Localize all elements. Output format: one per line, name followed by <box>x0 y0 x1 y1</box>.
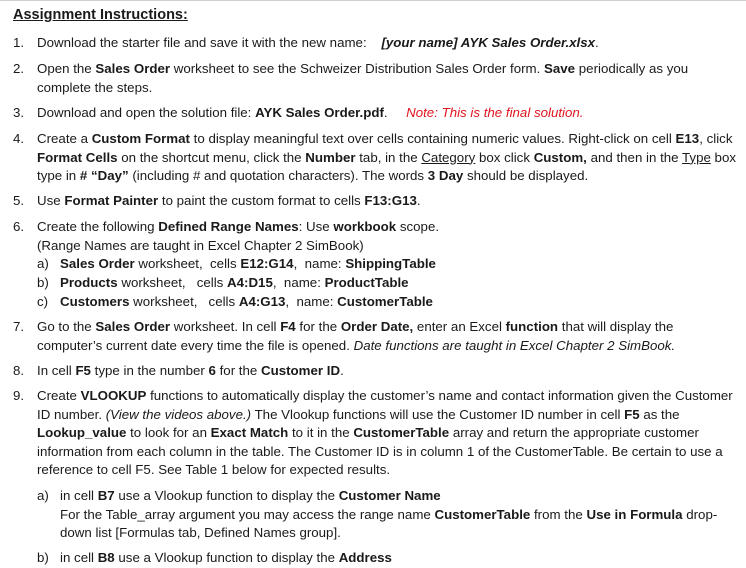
item-number: 5. <box>13 193 25 208</box>
item-number: 8. <box>13 363 25 378</box>
sub-label: c) <box>37 294 49 309</box>
item-number: 1. <box>13 35 25 50</box>
sub-text: Sales Order worksheet, cells E12:G14, name: ShippingTable <box>60 256 436 271</box>
item-text: Create VLOOKUP functions to automatically display the customer’s name and contact information given the Customer ID number. (View the videos above.) The Vlookup functions will use the Customer ID number in cell F5 as the Lookup_value to look for an Exact Match to it in the CustomerTable array and return the appropriate customer information from each column in the table. The Customer ID is in column 1 of the CustomerTable. Be certain to use a reference to cell F5. See Table 1 below for expected results. <box>37 388 733 478</box>
instruction-item-2 <box>13 60 738 97</box>
sub-label: b) <box>37 550 49 565</box>
instruction-item-5 <box>13 192 738 211</box>
item-number: 6. <box>13 219 25 234</box>
instruction-item-9 <box>13 387 738 480</box>
item-text: Download the starter file and save it with the new name: [your name] AYK Sales Order.xlsx. <box>37 35 599 50</box>
item-text: In cell F5 type in the number 6 for the Customer ID. <box>37 363 344 378</box>
item-text: Use Format Painter to paint the custom format to cells F13:G13. <box>37 193 421 208</box>
instruction-item-8 <box>13 362 738 381</box>
instruction-item-4 <box>13 130 738 186</box>
item-number: 9. <box>13 388 25 403</box>
item-text: Download and open the solution file: AYK Sales Order.pdf. Note: This is the final solution. <box>37 105 584 120</box>
item-number: 7. <box>13 319 25 334</box>
instruction-item-1 <box>13 34 738 53</box>
range-name-item-a <box>37 255 737 274</box>
instruction-item-7 <box>13 318 738 355</box>
item-note: (Range Names are taught in Excel Chapter 2 SimBook) <box>37 237 364 253</box>
sub-text: Customers worksheet, cells A4:G13, name: CustomerTable <box>60 294 433 309</box>
item-number: 4. <box>13 131 25 146</box>
item-number: 3. <box>13 105 25 120</box>
range-name-item-b <box>37 274 737 293</box>
instruction-item-6 <box>13 218 738 255</box>
vlookup-item-a <box>37 487 737 543</box>
item-text: Go to the Sales Order worksheet. In cell F4 for the Order Date, enter an Excel function that will display the computer’s current date every time the file is opened. Date functions are taught in Excel Chapter 2 SimBook. <box>37 319 676 353</box>
item-text: Open the Sales Order worksheet to see the Schweizer Distribution Sales Order form. Save periodically as you complete the steps. <box>37 61 689 95</box>
sub-label: b) <box>37 275 49 290</box>
page-title: Assignment Instructions: <box>13 7 188 23</box>
sub-text: in cell B8 use a Vlookup function to display the Address <box>60 550 392 565</box>
item-text: Create a Custom Format to display meaningful text over cells containing numeric values. Right-click on cell E13, click Format Cells on the shortcut menu, click the Number tab, in the Category box click Custom, and then in the Type box type in # “Day” (including # and quotation characters). The words 3 Day should be displayed. <box>37 131 736 184</box>
sub-label: a) <box>37 488 49 503</box>
range-name-item-c <box>37 293 737 312</box>
vlookup-item-b <box>37 549 737 568</box>
item-text: Create the following Defined Range Names: Use workbook scope. <box>37 219 440 234</box>
instruction-item-3 <box>13 104 738 123</box>
solution-note: Note: This is the final solution. <box>406 105 584 120</box>
sub-text: in cell B7 use a Vlookup function to display the Customer Name <box>60 488 441 503</box>
sub-detail: For the Table_array argument you may access the range name CustomerTable from the Use in Formula drop-down list [Formulas tab, Defined Names group]. <box>60 506 718 541</box>
item-number: 2. <box>13 61 25 76</box>
sub-text: Products worksheet, cells A4:D15, name: ProductTable <box>60 275 409 290</box>
sub-label: a) <box>37 256 49 271</box>
